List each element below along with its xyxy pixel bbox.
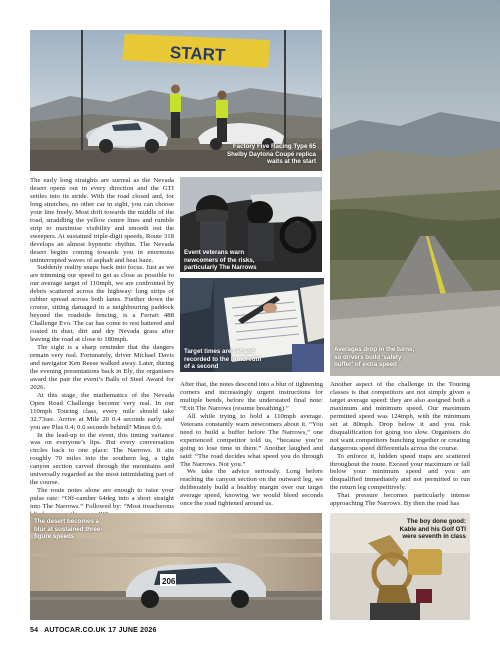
timing-sheets-photo	[180, 278, 324, 372]
hero-caption: Factory Five Racing Type 65 Shelby Daytona Coupé replica waits at the start	[226, 143, 316, 166]
veterans-caption: Event veterans warn newcomers of the risks, particularly The Narrows	[184, 249, 257, 272]
body-column-1	[30, 177, 174, 511]
cockpit-photo	[180, 177, 322, 272]
col2-paragraph-1: After that, the notes descend into a blur of tightening corners and increasingly urgent instructions for multiple bends, before the understated final note: “Exit The Narrows (resume breathing).”	[180, 381, 323, 412]
col3-paragraph-2: To enforce it, hidden speed traps are scattered throughout the route. Exceed your maximum or fall below your minimum speed and you are disqualified immediately and not permitted to run the return leg competitively.	[330, 452, 470, 492]
body-column-3	[330, 381, 470, 509]
col3-paragraph-3: That pressure becomes particularly intense approaching The Narrows. By then the road has	[330, 492, 470, 508]
col2-paragraph-3: We take the advice seriously. Long before reaching the canyon section on the outward leg, we deliberately build a healthy margin over our target average speed, knowing we would bleed seconds once the road tightened around us.	[180, 468, 323, 508]
target-caption: Target times are set and recorded to the hundredth of a second	[184, 348, 262, 371]
issue-date: 17 JUNE 2026	[108, 627, 157, 634]
averages-caption: Averages drop in the turns, so drivers build ‘safety buffer’ of extra speed	[334, 346, 415, 369]
col3-paragraph-1: Another aspect of the challenge in the Touring classes is that competitors are not simply given a target average speed: they are also assigned both a maximum and minimum speed. Our maximum permitted speed was 124mph, with the minimum set at 80mph. Drop below it and you risk disqualification for going too slow. Organisers do not want competitors bunching together or creating dangerous speed differentials across the course.	[330, 381, 470, 452]
hero-photo	[30, 30, 322, 171]
col1-paragraph-3: The sight is a sharp reminder that the dangers remain very real. Fortunately, driver Michael Davis and navigator Ken Reese walked away. Later, during the evening presentations back in Ely, the organisers award the pair the event’s Balls of Steel Award for 2026.	[30, 344, 174, 391]
col1-paragraph-4: At this stage, the mathematics of the Nevada Open Road Challenge become very real. In our 110mph Touring class, every mile should take 32.73sec. Arrive at Mile 20 0.4 seconds early and you are Plus 0.4; 0.6 seconds behind? Minus 0.6.	[30, 391, 174, 431]
col1-paragraph-6: The route notes alone are enough to raise your pulse rate: “Off-camber 64deg into a short straight into The Narrows.” Followed by: “Most treacherous	[30, 487, 174, 511]
col1-paragraph-2: Suddenly reality snaps back into focus. Just as we are trimming our speed to get as close as possible to our average target of 110mph, we are confronted by debris scattered across the highway: long strips of rubber spread across both lanes. Further down the course, sitting damaged in a neighbouring paddock beyond the roadside fencing, is a Ferrari 488 Challenge Evo. The car has come to rest battered and coated in dust, dirt and dry Nevada grass after leaving the road at close to 180mph.	[30, 264, 174, 344]
col2-paragraph-2: All while trying to hold a 110mph average. Veterans constantly warn newcomers about it. “You need to build a buffer before The Narrows,” one experienced competitor told us, “because you’re going to lose time in there.” Another laughed and said: “The road decides what speed you do through The Narrows. Not you.”	[180, 412, 323, 468]
car-number-text: 206	[162, 577, 176, 586]
blur-car-photo	[30, 513, 322, 620]
publication-name: AUTOCAR.CO.UK	[44, 627, 107, 634]
body-column-2	[180, 381, 323, 509]
page-number: 54	[30, 627, 39, 634]
desert-road-graphic	[330, 0, 500, 376]
desert-road-photo	[330, 0, 500, 376]
trophy-photo	[330, 513, 470, 620]
trophy-caption: The boy done good: Kable and his Golf GTI were seventh in class	[399, 518, 466, 541]
col1-paragraph-5: In the lead-up to the event, this timing variance was on everyone’s lips. But every conversation circles back to one place: The Narrows. It sits roughly 70 miles into the southern leg, a tight canyon section carved through the mountains and universally regarded as the most intimidating part of the course.	[30, 431, 174, 487]
page-footer	[30, 627, 157, 634]
banner-text: START	[169, 42, 226, 65]
col1-paragraph-1: The early long straights are surreal as the Nevada desert opens out in every direction and the GTI settles into its stride. With the road closed and, for long stretches, no other car in sight, you can choose your line freely. Most drift towards the middle of the road, straddling the yellow centre lines and rumble strip to maximise visibility and smooth out the sweepers. At sustained triple-digit speeds, Route 318 develops an almost hypnotic rhythm. The Nevada desert begins coming towards you in enormous uninterrupted waves of asphalt and heat haze.	[30, 177, 174, 264]
blur-caption: The desert becomes a blur at sustained three-figure speeds	[34, 518, 103, 541]
